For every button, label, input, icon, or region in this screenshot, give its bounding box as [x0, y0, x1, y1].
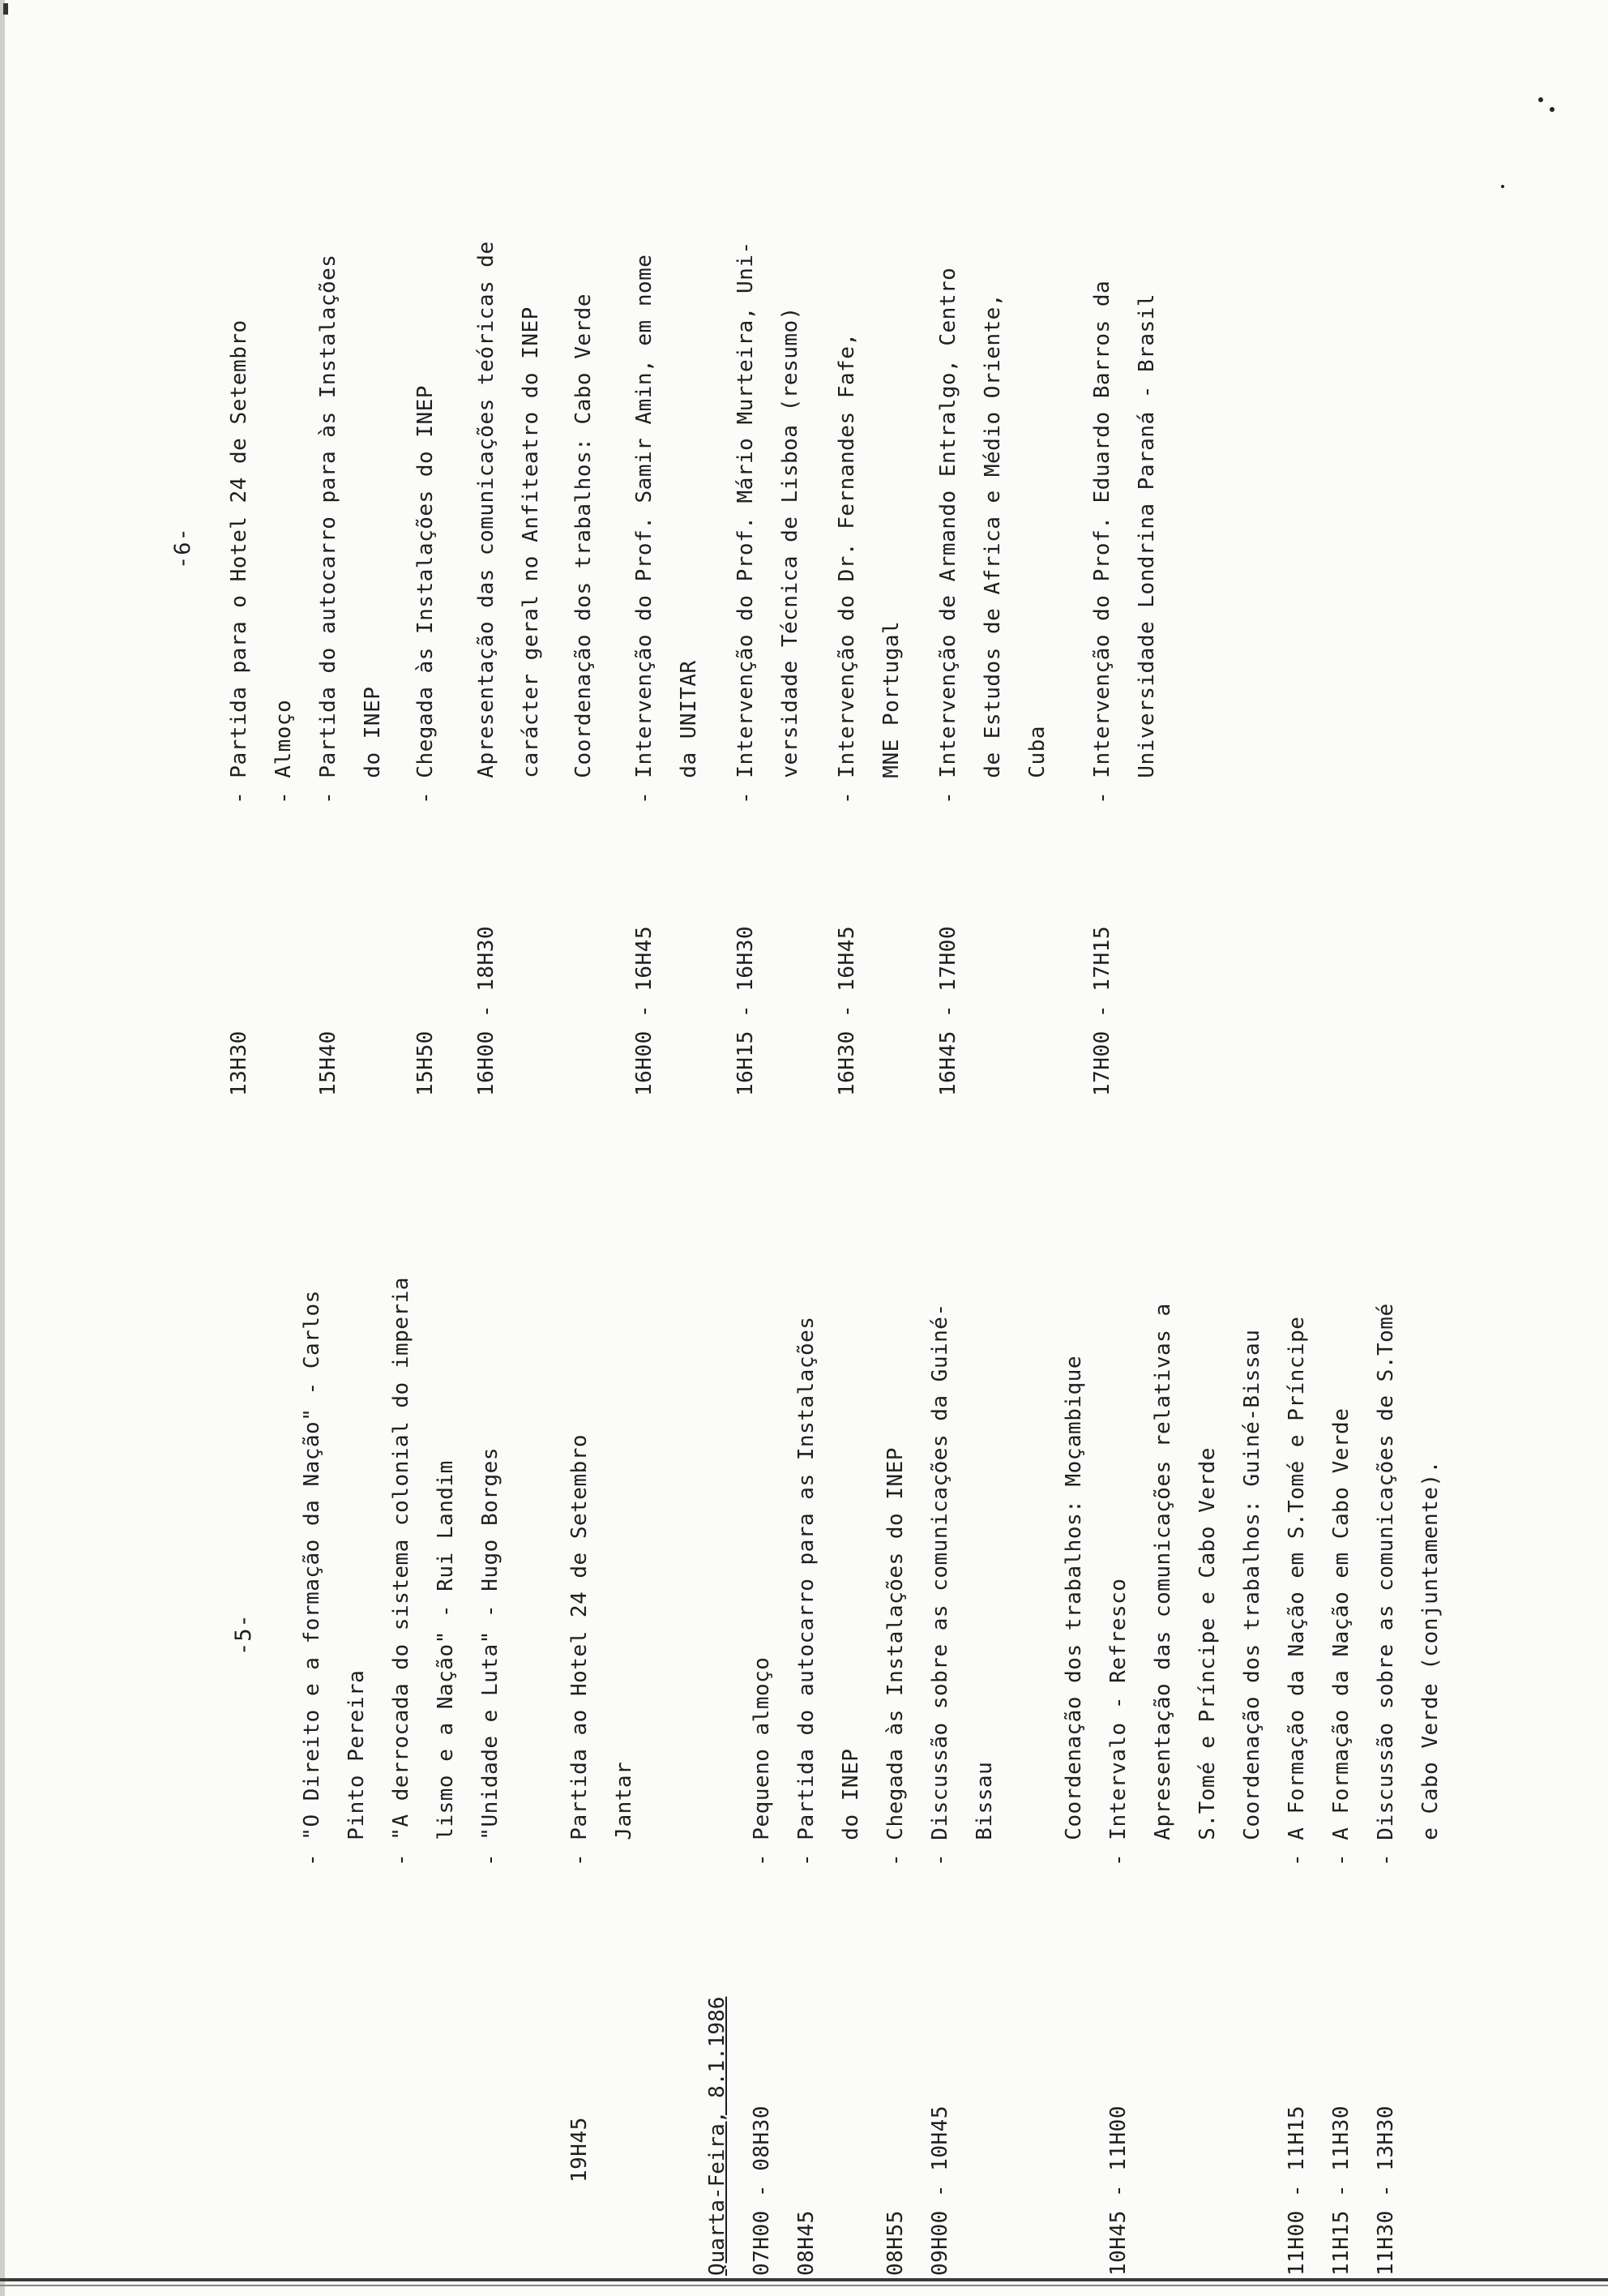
agenda-time: 17H00 - 17H15 — [1090, 926, 1114, 1096]
agenda-line: versidade Técnica de Lisboa (resumo) — [778, 306, 802, 804]
agenda-time: 08H45 — [794, 2210, 819, 2276]
agenda-time: 10H45 - 11H00 — [1106, 2105, 1131, 2276]
agenda-line: - Discussão sobre as comunicações de S.Tomé — [1374, 1303, 1398, 1866]
agenda-time: 11H30 - 13H30 — [1374, 2105, 1398, 2276]
agenda-line: Universidade Londrina Paraná - Brasil — [1135, 293, 1159, 804]
agenda-line: - Almoço — [272, 699, 296, 804]
agenda-line: da UNITAR — [677, 660, 701, 804]
agenda-time: 11H00 - 11H15 — [1285, 2105, 1309, 2276]
agenda-line: carácter geral no Anfiteatro do INEP — [519, 306, 543, 804]
agenda-line: - A Formação da Nação em S.Tomé e Príncipe — [1285, 1316, 1309, 1866]
agenda-line: Coordenação dos trabalhos: Guiné-Bissau — [1240, 1329, 1264, 1866]
day-heading: Quarta-Feira, 8.1.1986 — [705, 1996, 729, 2276]
agenda-line: - Intervenção de Armando Entralgo, Centro — [936, 267, 960, 804]
agenda-time: 16H00 - 18H30 — [474, 926, 498, 1096]
agenda-time: 16H15 - 16H30 — [733, 926, 758, 1096]
agenda-line: - Intervenção do Prof. Samir Amin, em nome — [632, 254, 656, 804]
agenda-line: - Partida do autocarro para às Instalações — [316, 254, 340, 804]
agenda-line: Jantar — [612, 1761, 636, 1866]
agenda-line: do INEP — [839, 1748, 863, 1866]
agenda-time: 09H00 - 10H45 — [928, 2105, 952, 2276]
agenda-line: Apresentação das comunicações teóricas de — [474, 241, 498, 804]
agenda-time: 16H45 - 17H00 — [936, 926, 960, 1096]
agenda-line: - Chegada às Instalações do INEP — [883, 1447, 908, 1866]
agenda-time: 13H30 — [227, 1030, 251, 1096]
agenda-line: Coordenação dos trabalhos: Cabo Verde — [571, 293, 596, 804]
agenda-line: - Intervenção do Prof. Eduardo Barros da — [1090, 280, 1114, 804]
agenda-line: - Intervenção do Prof. Mário Murteira, Uni- — [733, 241, 758, 804]
agenda-line: MNE Portugal — [879, 620, 904, 804]
agenda-line: - Pequeno almoço — [750, 1656, 774, 1866]
agenda-line: lismo e a Nação" - Rui Landim — [434, 1460, 458, 1866]
agenda-line: - Intervalo - Refresco — [1106, 1578, 1131, 1866]
agenda-time: 11H15 - 11H30 — [1329, 2105, 1354, 2276]
agenda-line: Pinto Pereira — [344, 1669, 369, 1866]
agenda-line: Cuba — [1025, 726, 1050, 804]
agenda-line: - Intervenção do Dr. Fernandes Fafe, — [835, 332, 859, 804]
agenda-line: - "Unidade e Luta" - Hugo Borges — [478, 1447, 502, 1866]
agenda-line: - Partida para o Hotel 24 de Setembro — [227, 319, 251, 804]
agenda-line: do INEP — [361, 686, 385, 804]
agenda-line: S.Tomé e Príncipe e Cabo Verde — [1195, 1447, 1220, 1866]
agenda-line: - Discussão sobre as comunicações da Guiné- — [928, 1303, 952, 1866]
agenda-line: - "A derrocada do sistema colonial do imperia — [389, 1277, 413, 1866]
page-number: -5- — [231, 1613, 256, 1656]
agenda-line: - A Formação da Nação em Cabo Verde — [1329, 1407, 1354, 1866]
agenda-time: 16H00 - 16H45 — [632, 926, 656, 1096]
agenda-time: 19H45 — [567, 2117, 592, 2182]
agenda-line: Coordenação dos trabalhos: Moçambique — [1062, 1356, 1086, 1866]
agenda-line: de Estudos de Africa e Médio Oriente, — [981, 293, 1005, 804]
agenda-time: 15H40 — [316, 1030, 340, 1096]
agenda-time: 08H55 — [883, 2210, 908, 2276]
agenda-time: 15H50 — [413, 1030, 438, 1096]
agenda-line: Apresentação das comunicações relativas a — [1151, 1303, 1175, 1866]
agenda-line: Bissau — [973, 1761, 997, 1866]
agenda-time: 07H00 - 08H30 — [750, 2105, 774, 2276]
agenda-line: - Partida ao Hotel 24 de Setembro — [567, 1433, 592, 1866]
agenda-line: e Cabo Verde (conjuntamente). — [1418, 1460, 1443, 1866]
agenda-line: - Chegada às Instalações do INEP — [413, 385, 438, 804]
agenda-line: - "O Direito e a formação da Nação" - Carlos — [300, 1290, 324, 1866]
agenda-time: 16H30 - 16H45 — [835, 926, 859, 1096]
page-number: -6- — [170, 527, 195, 569]
agenda-line: - Partida do autocarro para as Instalações — [794, 1316, 819, 1866]
